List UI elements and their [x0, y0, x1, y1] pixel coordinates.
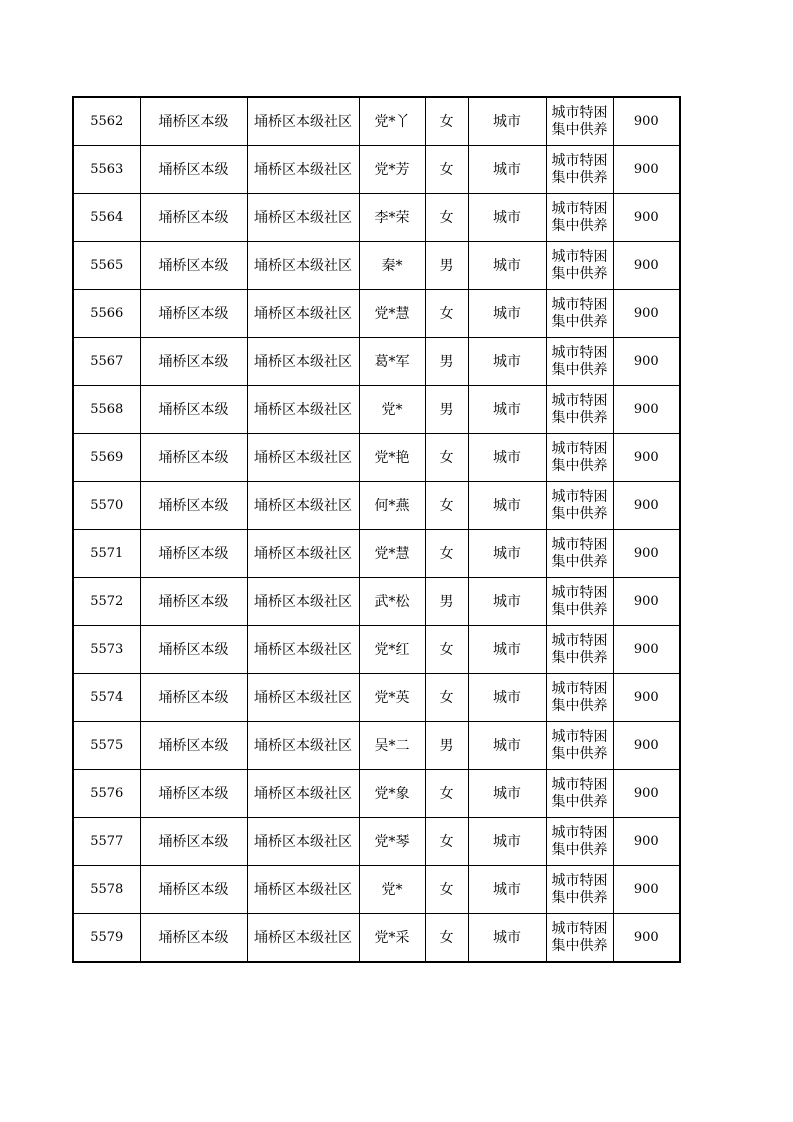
cell-area: 城市 [468, 194, 546, 242]
cell-id: 5577 [73, 818, 140, 866]
table-row [73, 674, 680, 722]
cell-amount: 900 [613, 146, 680, 194]
cell-community: 埇桥区本级社区 [247, 97, 359, 146]
cell-id: 5562 [73, 97, 140, 146]
cell-gender: 男 [425, 578, 468, 626]
table-row [73, 530, 680, 578]
cell-category: 城市特困集中供养 [546, 482, 613, 530]
cell-area: 城市 [468, 482, 546, 530]
cell-amount: 900 [613, 194, 680, 242]
table-row [73, 386, 680, 434]
cell-name: 党*慧 [359, 290, 425, 338]
cell-id: 5579 [73, 914, 140, 963]
cell-amount: 900 [613, 434, 680, 482]
cell-id: 5573 [73, 626, 140, 674]
cell-district: 埇桥区本级 [140, 97, 247, 146]
cell-district: 埇桥区本级 [140, 386, 247, 434]
cell-id: 5564 [73, 194, 140, 242]
cell-district: 埇桥区本级 [140, 194, 247, 242]
cell-district: 埇桥区本级 [140, 722, 247, 770]
cell-category: 城市特困集中供养 [546, 674, 613, 722]
cell-name: 党*琴 [359, 818, 425, 866]
cell-category: 城市特困集中供养 [546, 97, 613, 146]
cell-community: 埇桥区本级社区 [247, 386, 359, 434]
cell-category: 城市特困集中供养 [546, 770, 613, 818]
cell-amount: 900 [613, 722, 680, 770]
document-page [72, 96, 681, 963]
cell-district: 埇桥区本级 [140, 818, 247, 866]
table-row [73, 338, 680, 386]
cell-community: 埇桥区本级社区 [247, 578, 359, 626]
cell-community: 埇桥区本级社区 [247, 242, 359, 290]
cell-gender: 女 [425, 770, 468, 818]
cell-amount: 900 [613, 242, 680, 290]
cell-area: 城市 [468, 242, 546, 290]
cell-amount: 900 [613, 866, 680, 914]
cell-gender: 女 [425, 914, 468, 963]
table-row [73, 482, 680, 530]
cell-category: 城市特困集中供养 [546, 530, 613, 578]
cell-area: 城市 [468, 722, 546, 770]
cell-area: 城市 [468, 97, 546, 146]
cell-gender: 男 [425, 722, 468, 770]
cell-id: 5568 [73, 386, 140, 434]
cell-name: 党*英 [359, 674, 425, 722]
cell-name: 葛*军 [359, 338, 425, 386]
cell-district: 埇桥区本级 [140, 146, 247, 194]
cell-gender: 男 [425, 386, 468, 434]
cell-amount: 900 [613, 386, 680, 434]
cell-gender: 女 [425, 434, 468, 482]
cell-id: 5571 [73, 530, 140, 578]
table-row [73, 866, 680, 914]
cell-district: 埇桥区本级 [140, 338, 247, 386]
cell-amount: 900 [613, 482, 680, 530]
cell-id: 5567 [73, 338, 140, 386]
cell-area: 城市 [468, 770, 546, 818]
cell-id: 5565 [73, 242, 140, 290]
cell-amount: 900 [613, 674, 680, 722]
cell-district: 埇桥区本级 [140, 674, 247, 722]
cell-district: 埇桥区本级 [140, 578, 247, 626]
cell-district: 埇桥区本级 [140, 866, 247, 914]
cell-district: 埇桥区本级 [140, 482, 247, 530]
table-row [73, 146, 680, 194]
cell-district: 埇桥区本级 [140, 434, 247, 482]
beneficiary-table [72, 96, 681, 963]
table-row [73, 290, 680, 338]
cell-category: 城市特困集中供养 [546, 818, 613, 866]
cell-category: 城市特困集中供养 [546, 290, 613, 338]
cell-community: 埇桥区本级社区 [247, 866, 359, 914]
cell-gender: 女 [425, 97, 468, 146]
cell-id: 5566 [73, 290, 140, 338]
cell-category: 城市特困集中供养 [546, 338, 613, 386]
cell-community: 埇桥区本级社区 [247, 914, 359, 963]
cell-gender: 女 [425, 482, 468, 530]
cell-name: 秦* [359, 242, 425, 290]
table-row [73, 722, 680, 770]
cell-area: 城市 [468, 818, 546, 866]
cell-name: 党*艳 [359, 434, 425, 482]
cell-community: 埇桥区本级社区 [247, 434, 359, 482]
cell-amount: 900 [613, 770, 680, 818]
cell-amount: 900 [613, 578, 680, 626]
cell-gender: 女 [425, 866, 468, 914]
cell-district: 埇桥区本级 [140, 290, 247, 338]
cell-community: 埇桥区本级社区 [247, 530, 359, 578]
cell-community: 埇桥区本级社区 [247, 674, 359, 722]
table-row [73, 194, 680, 242]
cell-category: 城市特困集中供养 [546, 386, 613, 434]
cell-area: 城市 [468, 338, 546, 386]
cell-gender: 女 [425, 194, 468, 242]
cell-area: 城市 [468, 386, 546, 434]
cell-gender: 女 [425, 818, 468, 866]
cell-district: 埇桥区本级 [140, 914, 247, 963]
cell-gender: 男 [425, 242, 468, 290]
cell-name: 武*松 [359, 578, 425, 626]
cell-area: 城市 [468, 146, 546, 194]
cell-amount: 900 [613, 818, 680, 866]
cell-name: 党* [359, 866, 425, 914]
cell-gender: 女 [425, 290, 468, 338]
cell-id: 5578 [73, 866, 140, 914]
cell-category: 城市特困集中供养 [546, 914, 613, 963]
cell-amount: 900 [613, 338, 680, 386]
cell-community: 埇桥区本级社区 [247, 194, 359, 242]
cell-community: 埇桥区本级社区 [247, 722, 359, 770]
table-body [73, 97, 680, 962]
cell-gender: 女 [425, 530, 468, 578]
cell-community: 埇桥区本级社区 [247, 818, 359, 866]
cell-district: 埇桥区本级 [140, 530, 247, 578]
cell-gender: 女 [425, 674, 468, 722]
cell-name: 党*采 [359, 914, 425, 963]
cell-area: 城市 [468, 626, 546, 674]
table-row [73, 578, 680, 626]
table-row [73, 242, 680, 290]
cell-community: 埇桥区本级社区 [247, 482, 359, 530]
cell-category: 城市特困集中供养 [546, 578, 613, 626]
table-row [73, 770, 680, 818]
table-row [73, 626, 680, 674]
cell-amount: 900 [613, 914, 680, 963]
cell-name: 何*燕 [359, 482, 425, 530]
cell-name: 吴*二 [359, 722, 425, 770]
cell-area: 城市 [468, 530, 546, 578]
cell-community: 埇桥区本级社区 [247, 626, 359, 674]
cell-community: 埇桥区本级社区 [247, 290, 359, 338]
cell-id: 5572 [73, 578, 140, 626]
cell-category: 城市特困集中供养 [546, 626, 613, 674]
cell-name: 党*芳 [359, 146, 425, 194]
cell-district: 埇桥区本级 [140, 242, 247, 290]
cell-category: 城市特困集中供养 [546, 242, 613, 290]
cell-area: 城市 [468, 674, 546, 722]
table-row [73, 97, 680, 146]
table-row [73, 914, 680, 963]
cell-community: 埇桥区本级社区 [247, 770, 359, 818]
table-row [73, 434, 680, 482]
cell-name: 党*慧 [359, 530, 425, 578]
cell-id: 5574 [73, 674, 140, 722]
cell-name: 党*丫 [359, 97, 425, 146]
cell-area: 城市 [468, 866, 546, 914]
cell-id: 5569 [73, 434, 140, 482]
cell-area: 城市 [468, 434, 546, 482]
cell-id: 5575 [73, 722, 140, 770]
cell-area: 城市 [468, 578, 546, 626]
cell-amount: 900 [613, 530, 680, 578]
cell-category: 城市特困集中供养 [546, 194, 613, 242]
cell-district: 埇桥区本级 [140, 770, 247, 818]
cell-name: 党*象 [359, 770, 425, 818]
cell-id: 5570 [73, 482, 140, 530]
cell-gender: 女 [425, 626, 468, 674]
cell-area: 城市 [468, 914, 546, 963]
cell-district: 埇桥区本级 [140, 626, 247, 674]
cell-community: 埇桥区本级社区 [247, 146, 359, 194]
cell-amount: 900 [613, 290, 680, 338]
cell-amount: 900 [613, 97, 680, 146]
cell-gender: 男 [425, 338, 468, 386]
cell-name: 党* [359, 386, 425, 434]
cell-category: 城市特困集中供养 [546, 434, 613, 482]
cell-amount: 900 [613, 626, 680, 674]
cell-gender: 女 [425, 146, 468, 194]
cell-id: 5563 [73, 146, 140, 194]
cell-id: 5576 [73, 770, 140, 818]
cell-category: 城市特困集中供养 [546, 722, 613, 770]
cell-name: 党*红 [359, 626, 425, 674]
cell-category: 城市特困集中供养 [546, 866, 613, 914]
cell-category: 城市特困集中供养 [546, 146, 613, 194]
cell-area: 城市 [468, 290, 546, 338]
cell-community: 埇桥区本级社区 [247, 338, 359, 386]
table-row [73, 818, 680, 866]
cell-name: 李*荣 [359, 194, 425, 242]
